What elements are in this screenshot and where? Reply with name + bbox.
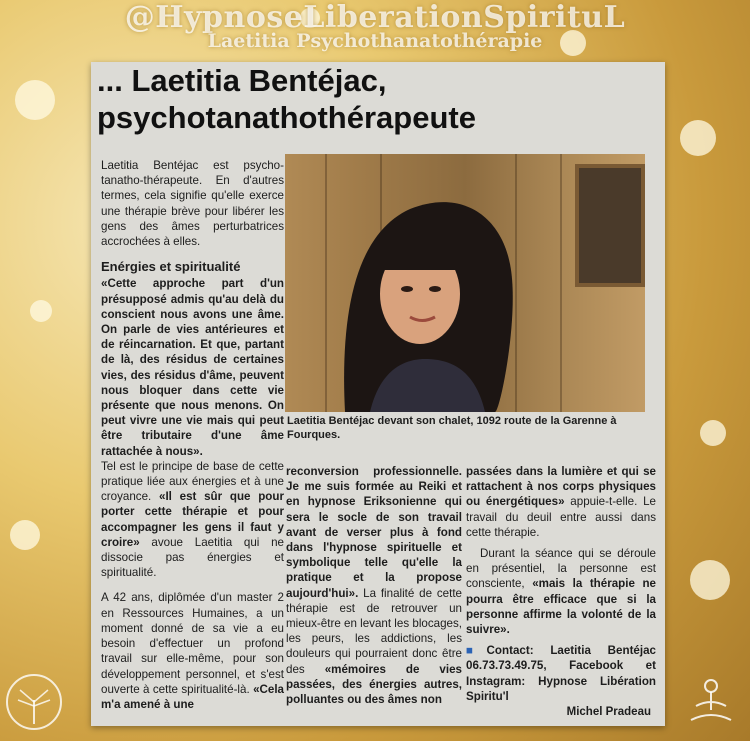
article-quote-3: reconversion professionnelle. Je me suis formée au Reiki et en hypnose Eriksonienne qui sera le socle de son travail avant de verser plus à fond dans l'hypnose spirituelle et symbolique telle qu'elle la pratique et la propose aujourd'hui». (286, 465, 462, 600)
article-paragraph (286, 464, 462, 707)
article-text: Tel est le principe de base de cette pratique liée aux énergies et à une croyance. (101, 459, 284, 504)
portrait-photo (285, 154, 645, 412)
article-quote-4: passées dans la lumière et qui se rattachent à nos corps physiques ou énergétiques» (466, 465, 656, 509)
article-text: appuie-t-elle. Le travail du deuil entre aussi dans cette thérapie. (466, 495, 656, 539)
watermark-handle: @HypnoseLiberationSpirituL (124, 0, 626, 35)
headline-line-2: psychotanathothérapeute (97, 100, 476, 135)
article-paragraph (101, 459, 284, 581)
article-intro: Laetitia Bentéjac est psycho-tanatho-thérapeute. En d'autres termes, cela signifie qu'elle exerce une thérapie brève pour libérer les gens des âmes perturbatrices accrochées à elles. (101, 159, 284, 249)
watermark-subtitle: Laetitia Psychothanatothérapie (207, 30, 543, 52)
article-subheading: Enérgies et spiritualité (101, 259, 241, 275)
article-paragraph (466, 546, 656, 637)
newspaper-clipping (91, 62, 665, 726)
article-column-2 (286, 464, 462, 707)
article-quote-2: «Il est sûr que pour porter cette thérapie et pour accompagner les gens il faut y croire» (101, 490, 284, 549)
article-quote-1: «Cette approche part d'un présupposé admis qu'au delà du conscient nous avons une âme. On parle de vies antérieures et de réincarnation. Et que, partant de là, des résidus de certaines vies, des résidus d'âme, peuvent nous bloquer dans cette vie présente que nous menons. On peut vivre une vie mais qui peut être tributaire d'une âme rattachée à nous». (101, 277, 284, 458)
sparkle (690, 560, 730, 600)
tree-of-life-icon (4, 672, 64, 732)
sparkle (30, 300, 52, 322)
woman-portrait (285, 154, 645, 412)
photo-caption: Laetitia Bentéjac devant son chalet, 1092 route de la Garenne à Fourques. (287, 415, 617, 441)
article-quote-6: «mais la thérapie ne pourra être efficace que si la personne affirme la volonté de la suivre». (466, 577, 656, 637)
article-quote-3: «Cela m'a amené à une (101, 682, 284, 711)
contact-text: Contact: Laetitia Bentéjac 06.73.73.49.75, Facebook et Instagram: Hypnose Libération Spiritu'l (466, 644, 656, 703)
author-signature: Michel Pradeau (566, 706, 651, 718)
article-text: La finalité de cette thérapie est de retrouver un mieux-être en levant les blocages, les peurs, les addictions, les douleurs qui pourraient donc être des (286, 586, 462, 676)
article-text: avoue Laetitia qui ne dissocie pas énergies et spiritualité. (101, 535, 284, 580)
sparkle (10, 520, 40, 550)
article-text: A 42 ans, diplômée d'un master 2 en Ressources Humaines, a un moment donné de sa vie a eu besoin d'effectuer un profond travail sur elle-même, pour son développement personnel, et s'est ouverte à cette spiritualité-là. (101, 591, 284, 696)
article-paragraph (101, 590, 284, 712)
article-column-1 (101, 158, 284, 712)
sparkle (680, 120, 716, 156)
article-contact (466, 643, 656, 704)
article-quote-4: «mémoires de vies passées, des énergies autres, polluantes ou des âmes non (286, 662, 462, 707)
meditation-icon (676, 672, 746, 732)
sparkle (15, 80, 55, 120)
article-text: Durant la séance qui se déroule en présentiel, la personne est consciente, (466, 547, 656, 591)
sparkle (700, 420, 726, 446)
article-paragraph (466, 464, 656, 540)
contact-bullet-icon: ■ (466, 644, 487, 658)
article-headline (97, 62, 657, 136)
article-column-3 (466, 464, 656, 704)
headline-line-1: ... Laetitia Bentéjac, (97, 63, 387, 98)
